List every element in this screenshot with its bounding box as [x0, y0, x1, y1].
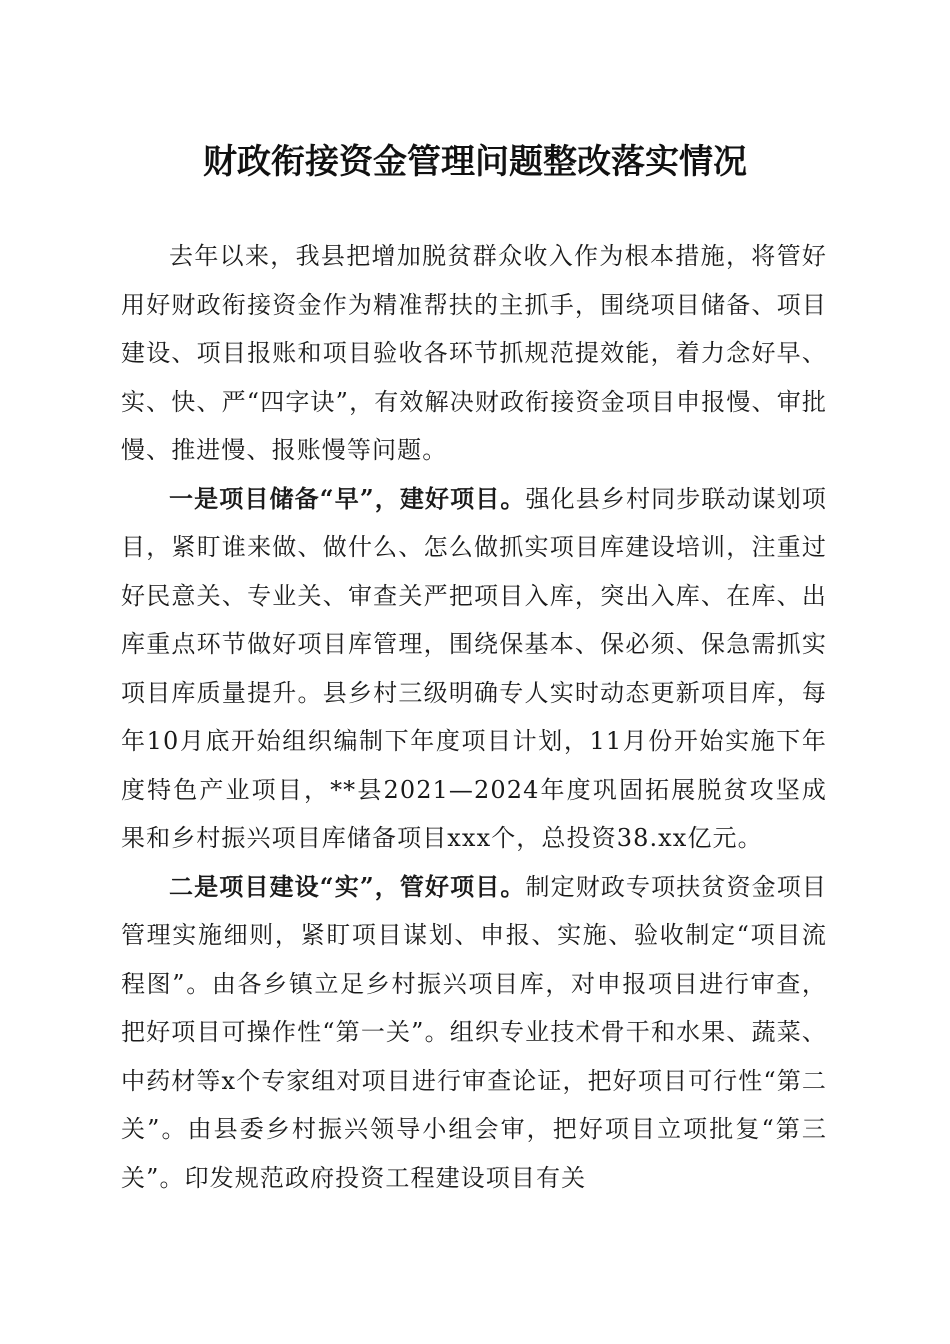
paragraph-text: 强化县乡村同步联动谋划项目，紧盯谁来做、做什么、怎么做抓实项目库建设培训，注重过好民意关、专业关、审查关严把项目入库，突出入库、在库、出库重点环节做好项目库管理，围绕保基本、保必须、保急需抓实项目库质量提升。县乡村三级明确专人实时动态更新项目库，每年10月底开始组织编制下年度项目计划，11月份开始实施下年度特色产业项目，**县2021—2024年度巩固拓展脱贫攻坚成果和乡村振兴项目库储备项目xxx个，总投资38.xx亿元。 [121, 484, 828, 852]
paragraph-text: 制定财政专项扶贫资金项目管理实施细则，紧盯项目谋划、申报、实施、验收制定“项目流程图”。由各乡镇立足乡村振兴项目库，对申报项目进行审查，把好项目可操作性“第一关”。组织专业技术骨干和水果、蔬菜、中药材等x个专家组对项目进行审查论证，把好项目可行性“第二关”。由县委乡村振兴领导小组会审，把好项目立项批复“第三关”。印发规范政府投资工程建设项目有关 [121, 872, 828, 1192]
paragraph-lead: 二是项目建设“实”，管好项目。 [169, 871, 526, 901]
paragraph-lead: 一是项目储备“早”，建好项目。 [169, 483, 526, 513]
document-body [121, 232, 827, 1202]
document-title: 财政衔接资金管理问题整改落实情况 [203, 142, 747, 182]
paragraph-project-reserve [121, 475, 827, 863]
paragraph-intro [121, 232, 827, 475]
paragraph-text: 去年以来，我县把增加脱贫群众收入作为根本措施，将管好用好财政衔接资金作为精准帮扶的主抓手，围绕项目储备、项目建设、项目报账和项目验收各环节抓规范提效能，着力念好早、实、快、严“四字诀”，有效解决财政衔接资金项目申报慢、审批慢、推进慢、报账慢等问题。 [121, 242, 827, 464]
paragraph-project-construction [121, 863, 827, 1203]
